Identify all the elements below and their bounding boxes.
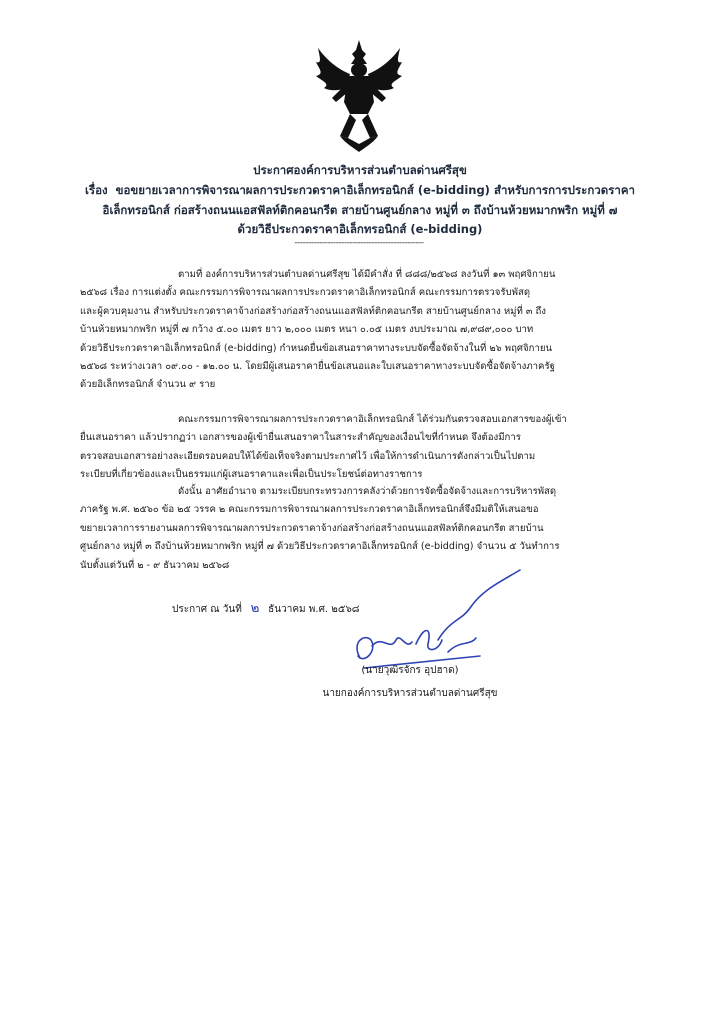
paragraph-1-line: บ้านห้วยหมากพริก หมู่ที่ ๗ กว้าง ๕.๐๐ เมตร ยาว ๒,๐๐๐ เมตร หนา ๐.๐๕ เมตร งบประมาณ ๗,๙๘๙,๐๐๐ บาท <box>80 324 534 336</box>
paragraph-1-line: และผู้ควบคุมงาน สำหรับประกวดราคาจ้างก่อสร้างก่อสร้างถนนแอสฟัลท์ติกคอนกรีต สายบ้านศูนย์กลาง หมู่ที่ ๓ ถึง <box>80 305 546 317</box>
signer-name: (นายวุฒิรจักร อุปฮาด) <box>361 665 459 676</box>
paragraph-1 <box>80 266 638 395</box>
announcement-date-suffix: ธันวาคม พ.ศ. ๒๕๖๘ <box>268 604 360 615</box>
paragraph-2-line: ระเบียบที่เกี่ยวข้องและเป็นธรรมแก่ผู้เสนอราคาและเพื่อเป็นประโยชน์ต่อทางราชการ <box>80 469 423 481</box>
paragraph-3-line: ดังนั้น อาศัยอำนาจ ตามระเบียบกระทรวงการคลังว่าด้วยการจัดซื้อจัดจ้างและการบริหารพัสดุ <box>178 486 557 497</box>
subject-line-2: อิเล็กทรอนิกส์ ก่อสร้างถนนแอสฟัลท์ติกคอนกรีต สายบ้านศูนย์กลาง หมู่ที่ ๓ ถึงบ้านห้วยหมากพริก หมู่ที่ ๗ <box>102 203 618 217</box>
subject-text-1: ขอขยายเวลาการพิจารณาผลการประกวดราคาอิเล็กทรอนิกส์ (e-bidding) สำหรับการการประกวดราคา <box>115 183 635 197</box>
heading-divider: ----------------------------------------------- <box>294 238 424 248</box>
paragraph-1-line: ตามที่ องค์การบริหารส่วนตำบลด่านศรีสุข ได้มีคำสั่ง ที่ ๘๘๘/๒๕๖๘ ลงวันที่ ๑๓ พฤศจิกายน <box>178 269 556 280</box>
subject-line-1 <box>60 182 660 200</box>
paragraph-1-line: ด้วยวิธีประกวดราคาอิเล็กทรอนิกส์ (e-bidding) กำหนดยื่นข้อเสนอราคาทางระบบจัดซื้อจัดจ้างในที่ ๒๖ พฤศจิกายน <box>80 342 553 354</box>
subject-line-3: ด้วยวิธีประกวดราคาอิเล็กทรอนิกส์ (e-bidding) <box>237 222 483 236</box>
paragraph-1-line: ด้วยอิเล็กทรอนิกส์ จำนวน ๙ ราย <box>80 379 216 391</box>
paragraph-3-line: ศูนย์กลาง หมู่ที่ ๓ ถึงบ้านห้วยหมากพริก หมู่ที่ ๗ ด้วยวิธีประกวดราคาอิเล็กทรอนิกส์ (e-bidding) จำนวน ๕ วันทำการ <box>80 541 560 553</box>
subject-prefix: เรื่อง <box>85 183 108 197</box>
paragraph-2-line: ตรวจสอบเอกสารอย่างละเอียดรอบคอบให้ได้ข้อเท็จจริงตามประกาศไว้ เพื่อให้การดำเนินการดังกล่าวเป็นไปตาม <box>80 450 536 462</box>
paragraph-1-line: ๒๕๖๘ เรื่อง การแต่งตั้ง คณะกรรมการพิจารณาผลการประกวดราคาอิเล็กทรอนิกส์ คณะกรรมการตรวจรับพัสดุ <box>80 287 531 299</box>
announcement-date-prefix: ประกาศ ณ วันที่ <box>172 604 242 615</box>
garuda-emblem-icon <box>310 40 408 152</box>
paragraph-2 <box>80 411 638 485</box>
paragraph-3-line: ภาครัฐ พ.ศ. ๒๕๖๐ ข้อ ๒๕ วรรค ๒ คณะกรรมการพิจารณาผลการประกวดราคาอิเล็กทรอนิกส์จึงมีมติให้เสนอขอ <box>80 504 539 516</box>
signer-title: นายกองค์การบริหารส่วนตำบลด่านศรีสุข <box>322 688 498 699</box>
paragraph-3-line: ขยายเวลาการรายงานผลการพิจารณาผลการประกวดราคาจ้างก่อสร้างก่อสร้างถนนแอสฟัลท์ติกคอนกรีต สายบ้าน <box>80 522 544 534</box>
paragraph-2-line: ยื่นเสนอราคา แล้วปรากฏว่า เอกสารของผู้เข้ายื่นเสนอราคาในสาระสำคัญของเงื่อนไขที่กำหนด จึงต้องมีการ <box>80 432 521 444</box>
handwritten-day: ๒ <box>250 600 260 617</box>
paragraph-3-line: นับตั้งแต่วันที่ ๒ - ๙ ธันวาคม ๒๕๖๘ <box>80 559 230 571</box>
paragraph-2-line: คณะกรรมการพิจารณาผลการประกวดราคาอิเล็กทรอนิกส์ ได้ร่วมกันตรวจสอบเอกสารของผู้เข้า <box>178 414 567 425</box>
announcement-org-title: ประกาศองค์การบริหารส่วนตำบลด่านศรีสุข <box>253 163 467 177</box>
paragraph-1-line: ๒๕๖๘ ระหว่างเวลา ๐๙.๐๐ - ๑๒.๐๐ น. โดยมีผู้เสนอราคายื่นข้อเสนอและใบเสนอราคาทางระบบจัดซื้อจัดจ้างภาครัฐ <box>80 361 555 373</box>
